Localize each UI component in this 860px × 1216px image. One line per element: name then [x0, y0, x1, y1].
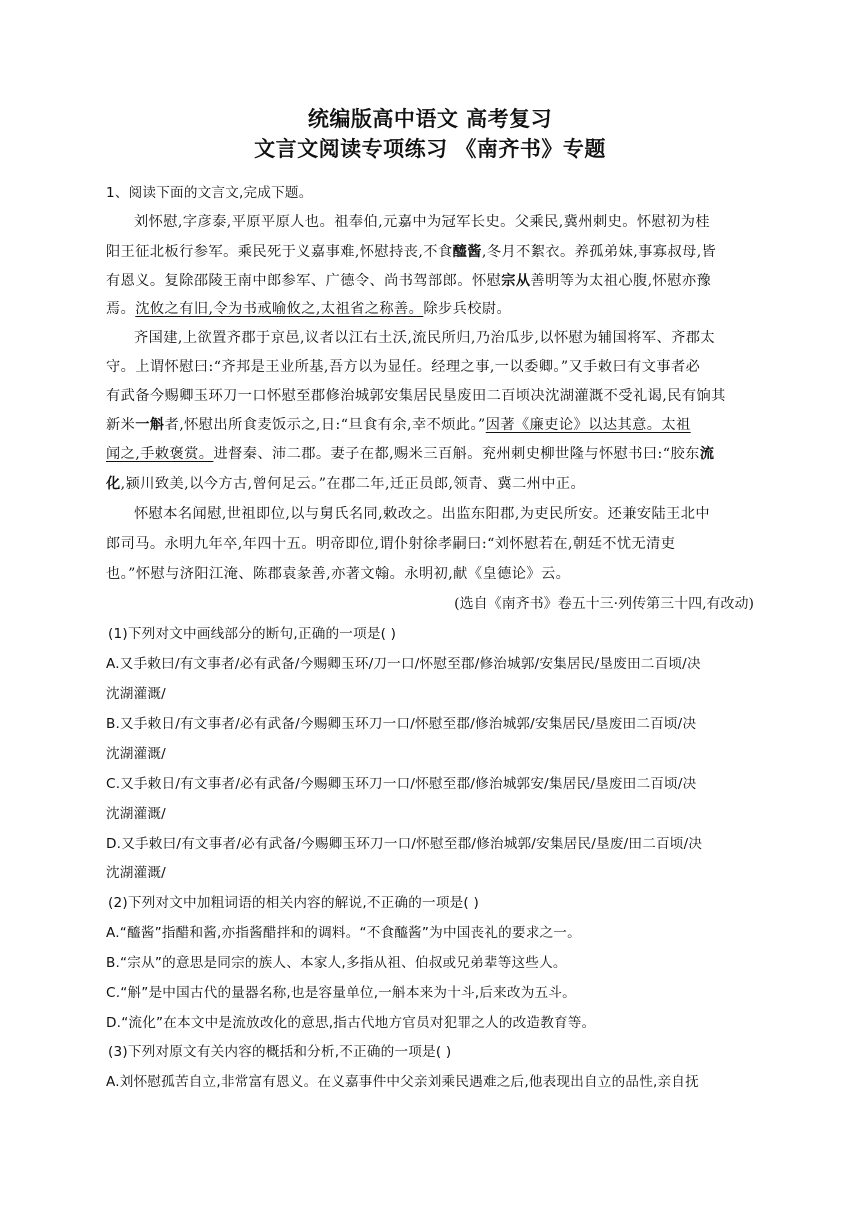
- passage-p1-line4: [106, 299, 511, 319]
- passage-p2-line2: 守。上谓怀慰曰:“齐邦是王业所基,吾方以为显任。经理之事,一以委卿。”又手敕曰有文事者必: [106, 359, 701, 375]
- text-segment: 进督秦、沛二郡。妻子在都,赐米三百斛。兖州刺史柳世隆与怀慰书曰:“胶东: [213, 446, 700, 462]
- passage-p3-line1: 怀慰本名闻慰,世祖即位,以与舅氏名同,敕改之。出监东阳郡,为吏民所安。还兼安陆王北中: [134, 506, 711, 522]
- text-segment: ,冬月不絮衣。养孤弟妹,事寡叔母,皆: [481, 244, 717, 260]
- passage-p2-line5: [106, 444, 714, 464]
- text-segment: 阳王征北板行参军。乘民死于义嘉事难,怀慰持丧,不食: [106, 244, 453, 260]
- q2-option-b[interactable]: B.“宗从”的意思是同宗的族人、本家人,多指从祖、伯叔或兄弟辈等这些人。: [106, 955, 567, 971]
- doc-title-line2: 文言文阅读专项练习 《南齐书》专题: [254, 136, 606, 161]
- bold-term-hu: 一斛: [135, 417, 165, 433]
- passage-source: (选自《南齐书》卷五十三·列传第三十四,有改动): [454, 596, 754, 612]
- bold-term-xijiang: 醯酱: [452, 244, 482, 260]
- q2-option-a[interactable]: A.“醯酱”指醋和酱,亦指酱醋拌和的调料。“不食醯酱”为中国丧礼的要求之一。: [106, 925, 581, 941]
- passage-p2-line1: 齐国建,上欲置齐郡于京邑,议者以江右土沃,流民所归,乃治瓜步,以怀慰为辅国将军、齐郡太: [134, 330, 716, 346]
- passage-p3-line3: 也。”怀慰与济阳江淹、陈郡袁彖善,亦著文翰。永明初,献《皇德论》云。: [106, 566, 571, 582]
- q1-option-d-line2[interactable]: 沈湖灌溉/: [106, 865, 166, 881]
- passage-p1-line3: [106, 271, 711, 291]
- q1-option-a-line2[interactable]: 沈湖灌溉/: [106, 686, 166, 702]
- text-segment: 新米: [106, 417, 136, 433]
- q1-option-c-line1[interactable]: C.又手敕日/有文事者/必有武备/今赐卿玉环刀一口/怀慰至郡/修治城郭安/集居民/垦废田二百顷/决: [106, 776, 697, 792]
- q3-stem: (3)下列对原文有关内容的概括和分析,不正确的一项是( ): [108, 1044, 452, 1060]
- passage-p2-line3: 有武备今赐卿玉环刀一口怀慰至郡修治城郭安集居民垦废田二百顷决沈湖灌溉不受礼谒,民有饷其: [106, 388, 726, 404]
- text-segment: 焉。: [106, 301, 136, 317]
- question-intro: 1、阅读下面的文言文,完成下题。: [106, 185, 313, 201]
- passage-p2-line6: [106, 474, 585, 494]
- q1-option-b-line2[interactable]: 沈湖灌溉/: [106, 746, 166, 762]
- text-segment: 除步兵校尉。: [423, 301, 512, 317]
- text-segment: ,颍川致美,以今方古,曾何足云。”在郡二年,迁正员郎,领青、冀二州中正。: [120, 476, 586, 492]
- underlined-text: 沈攸之有旧,令为书戒喻攸之,太祖省之称善。: [135, 301, 424, 317]
- bold-term-liu: 流: [699, 446, 715, 462]
- q2-stem: (2)下列对文中加粗词语的相关内容的解说,不正确的一项是( ): [108, 895, 479, 911]
- passage-p2-line4: [106, 415, 691, 435]
- text-segment: 善明等为太祖心腹,怀慰亦豫: [530, 273, 712, 289]
- doc-title-line1: 统编版高中语文 高考复习: [307, 106, 553, 131]
- text-segment: 有恩义。复除邵陵王南中郎参军、广德令、尚书驾部郎。怀慰: [106, 273, 502, 289]
- text-segment: 者,怀慰出所食麦饭示之,日:“旦食有余,幸不烦此。”: [164, 417, 486, 433]
- bold-term-zongcong: 宗从: [501, 273, 531, 289]
- q1-option-a-line1[interactable]: A.又手敕曰/有文事者/必有武备/今赐卿玉环/刀一口/怀慰至郡/修治城郭/安集居民/垦废田二百顷/决: [106, 656, 701, 672]
- passage-p1-line2: [106, 242, 716, 262]
- q1-stem: (1)下列对文中画线部分的断句,正确的一项是( ): [108, 626, 397, 642]
- q2-option-d[interactable]: D.“流化”在本文中是流放改化的意思,指古代地方官员对犯罪之人的改造教育等。: [106, 1015, 596, 1031]
- passage-p3-line2: 郎司马。永明九年卒,年四十五。明帝即位,谓仆射徐孝嗣曰:“刘怀慰若在,朝廷不忧无清吏: [106, 536, 676, 552]
- q1-option-b-line1[interactable]: B.又手敕日/有文事者/必有武备/今赐卿玉环刀一口/怀慰至郡/修治城郭/安集居民/垦废田二百顷/决: [106, 716, 697, 732]
- underlined-text: 闻之,手敕褒赏。: [106, 446, 214, 462]
- q1-option-c-line2[interactable]: 沈湖灌溉/: [106, 806, 166, 822]
- passage-p1-line1: 刘怀慰,字彦泰,平原平原人也。祖奉伯,元嘉中为冠军长史。父乘民,冀州刺史。怀慰初为桂: [134, 214, 711, 230]
- bold-term-hua: 化: [106, 476, 121, 492]
- q3-option-a-line1[interactable]: A.刘怀慰孤苦自立,非常富有恩义。在义嘉事件中父亲刘乘民遇难之后,他表现出自立的品性,亲自抚: [106, 1074, 699, 1090]
- underlined-text: 因著《廉吏论》以达其意。太祖: [485, 417, 691, 433]
- q2-option-c[interactable]: C.“斛”是中国古代的量器名称,也是容量单位,一斛本来为十斗,后来改为五斗。: [106, 985, 576, 1001]
- q1-option-d-line1[interactable]: D.又手敕曰/有文事者/必有武备/今赐卿玉环刀一口/怀慰至郡/修治城郭/安集居民/垦废/田二百顷/决: [106, 836, 703, 852]
